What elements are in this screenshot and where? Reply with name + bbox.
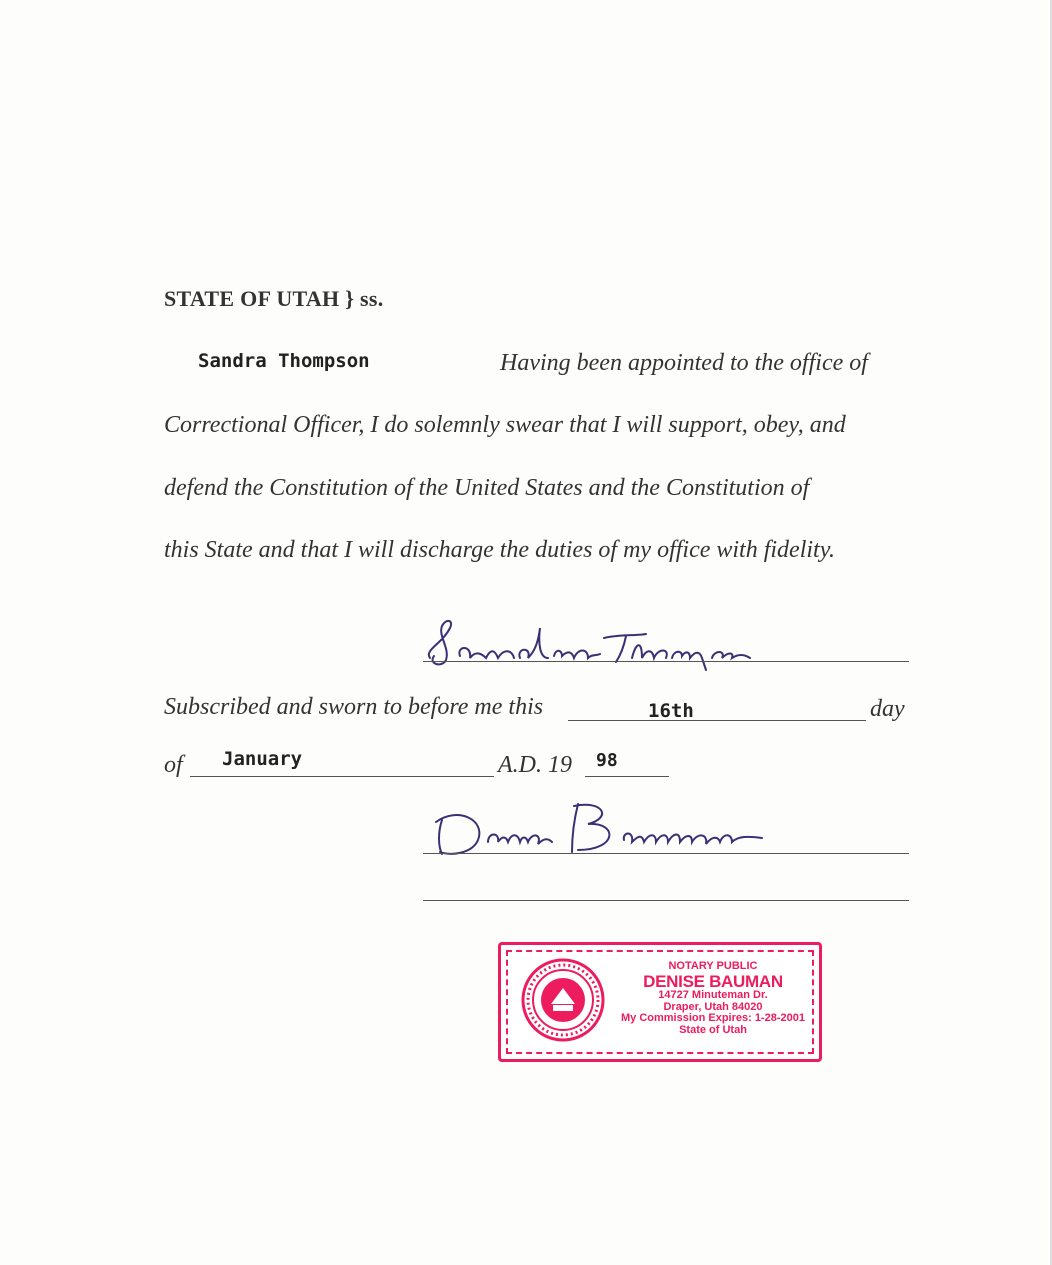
stamp-state: State of Utah: [679, 1024, 747, 1037]
stamp-commission: My Commission Expires: 1-28-2001: [620, 1012, 806, 1025]
oath-line-1: Having been appointed to the office of: [500, 350, 868, 376]
of-label: of: [164, 752, 183, 778]
subscribed-text: Subscribed and sworn to before me this: [164, 694, 544, 720]
notary-signature-line: [423, 853, 909, 854]
affiant-signature-line: [423, 661, 909, 662]
notary-signature: [428, 796, 778, 860]
notary-stamp: [498, 942, 822, 1062]
day-value: 16th: [648, 700, 694, 722]
oath-line-4: this State and that I will discharge the duties of my office with fidelity.: [164, 537, 836, 563]
month-blank-line: [190, 776, 494, 777]
notary-title-line: [423, 900, 909, 901]
stamp-title: NOTARY PUBLIC: [668, 960, 758, 972]
stamp-name: DENISE BAUMAN: [643, 971, 783, 991]
month-value: January: [222, 748, 303, 770]
oath-line-2: Correctional Officer, I do solemnly swear that I will support, obey, and: [164, 412, 846, 438]
ad-label: A.D. 19: [498, 752, 572, 778]
stamp-address-1: 14727 Minuteman Dr.: [658, 989, 768, 1002]
state-seal-icon: [521, 958, 605, 1042]
year-value: 98: [596, 750, 618, 771]
affiant-name: Sandra Thompson: [198, 350, 370, 372]
day-blank-line: [568, 720, 866, 721]
oath-line-3: defend the Constitution of the United States and the Constitution of: [164, 475, 810, 501]
day-label: day: [870, 696, 905, 722]
venue-heading: STATE OF UTAH } ss.: [164, 286, 384, 311]
year-blank-line: [585, 776, 669, 777]
stamp-address-2: Draper, Utah 84020: [663, 1000, 763, 1013]
